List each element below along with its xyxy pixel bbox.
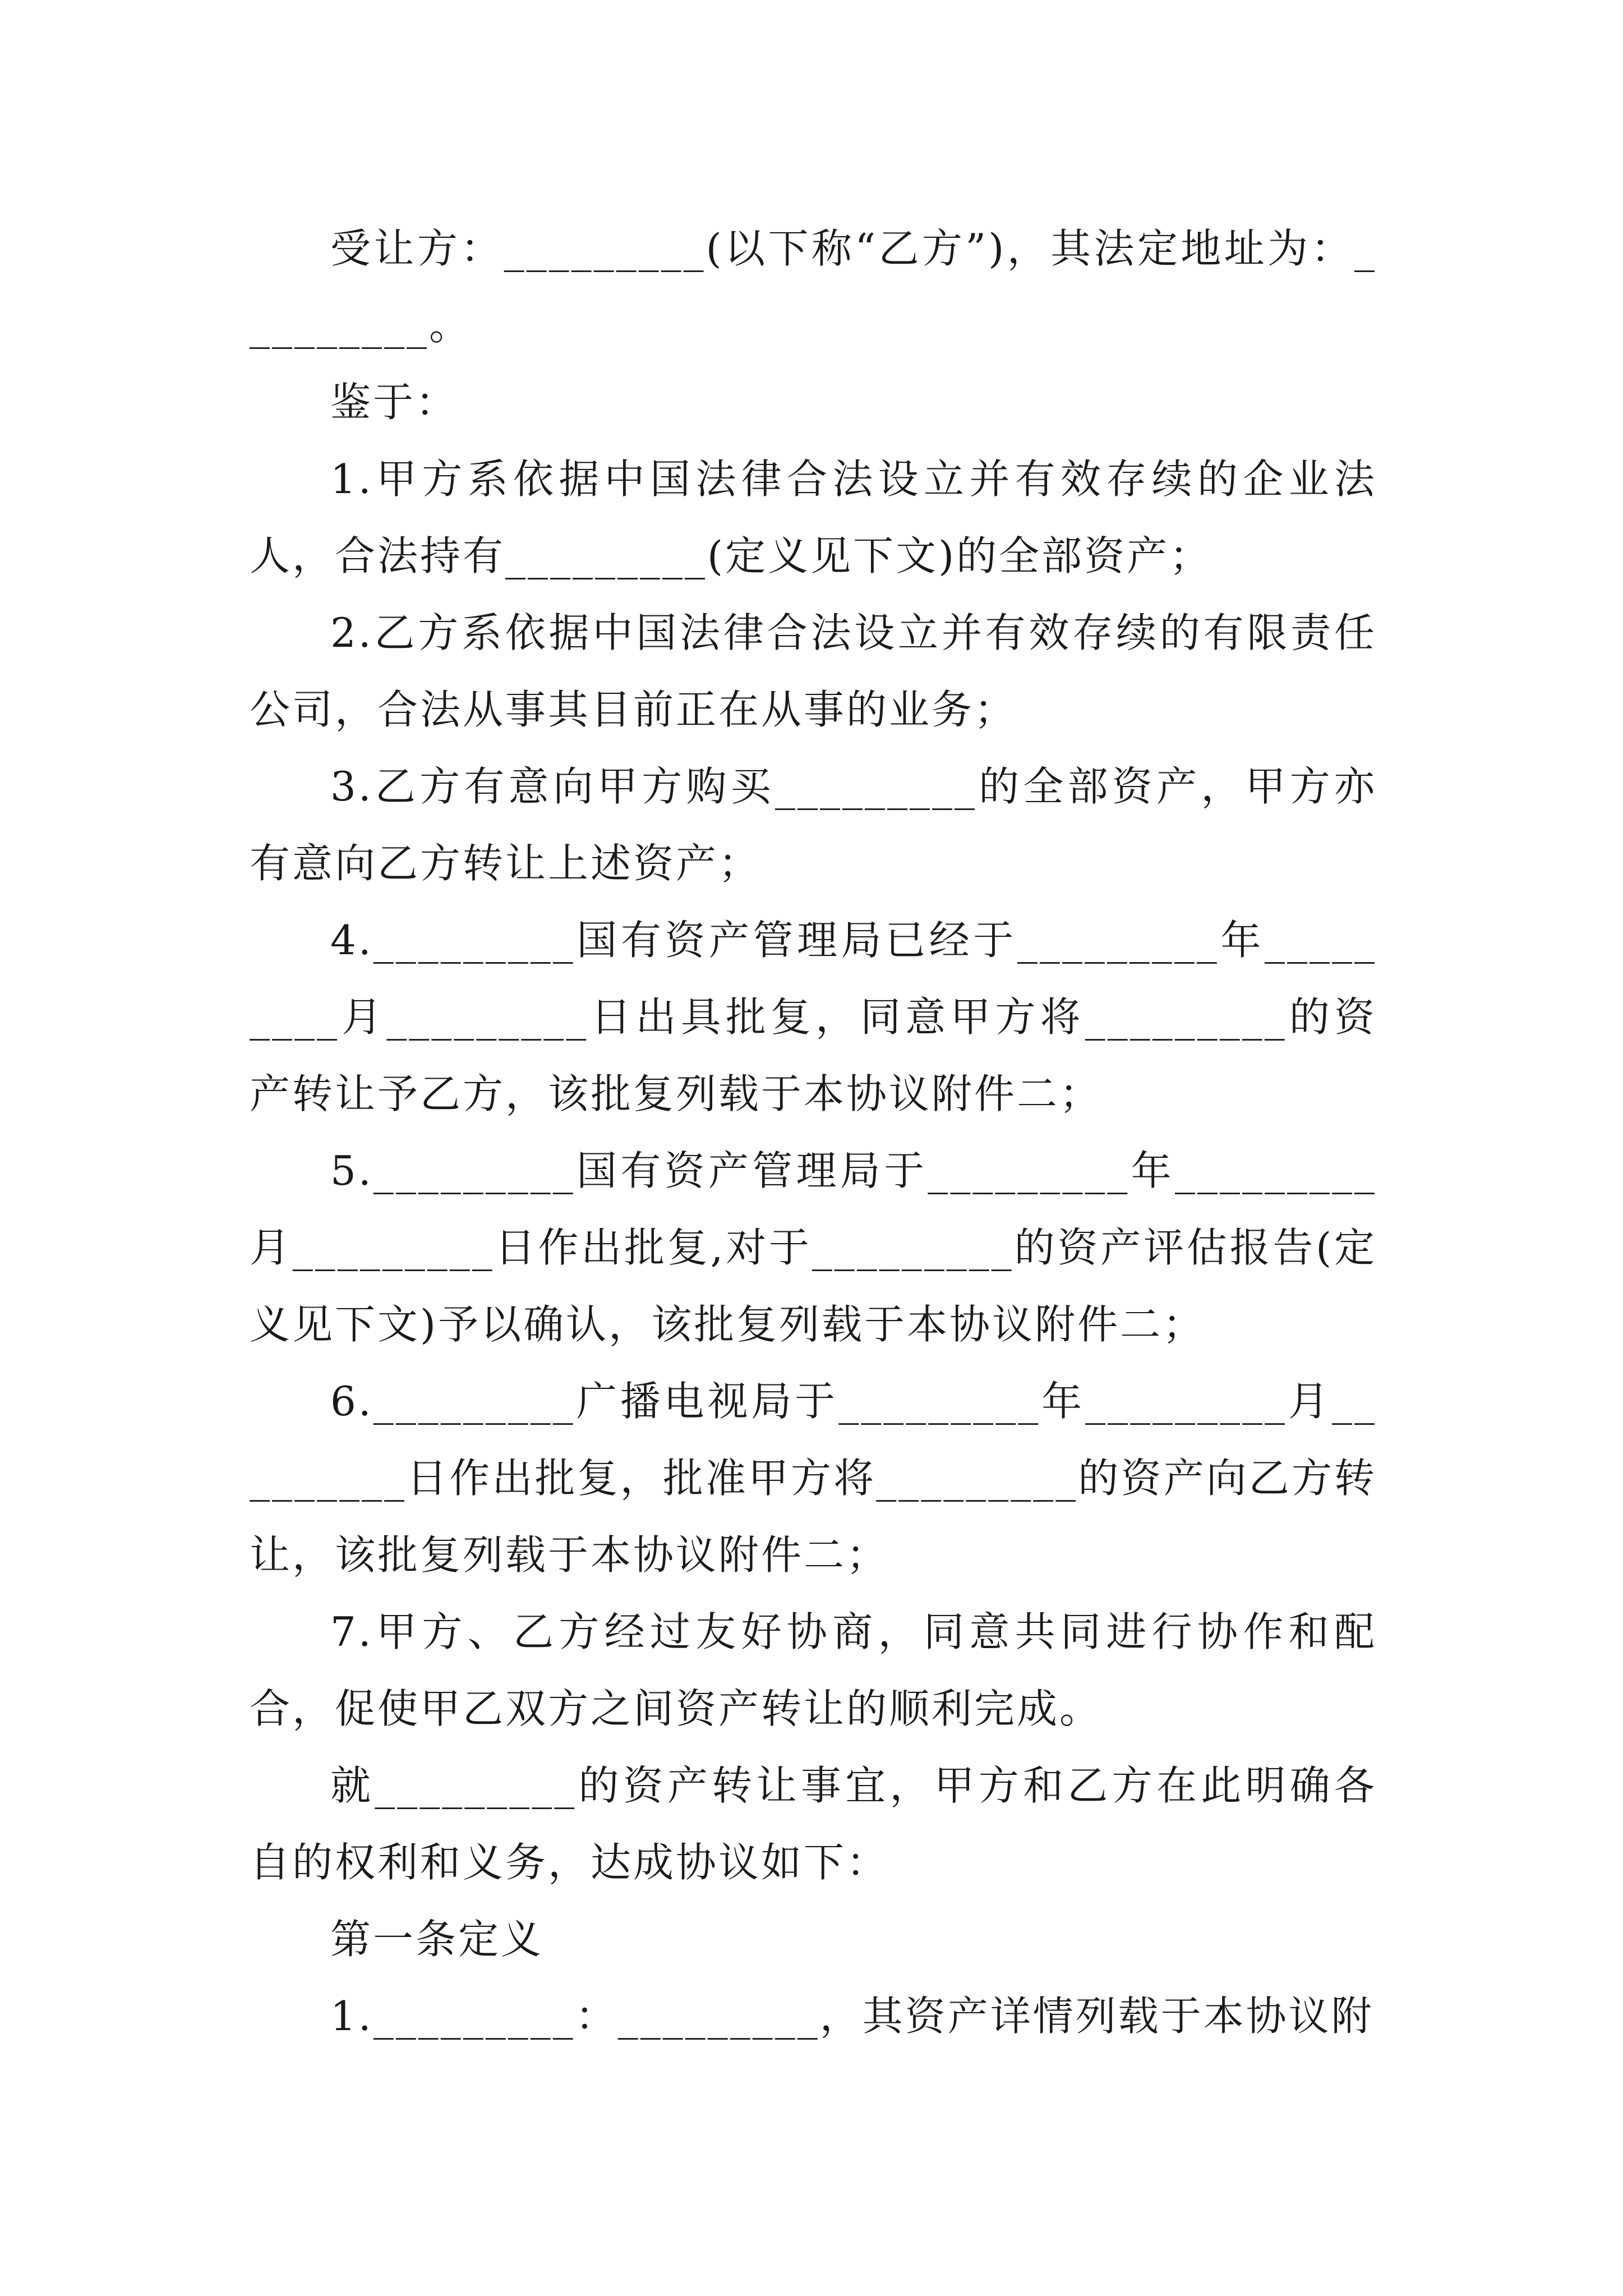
paragraph-agreement-intro: 就_________的资产转让事宜，甲方和乙方在此明确各自的权利和义务，达成协议如下：	[250, 1762, 1377, 1886]
paragraph-whereas: 鉴于：	[330, 379, 459, 426]
paragraph-recital-7: 7.甲方、乙方经过友好协商，同意共同进行协作和配合，促使甲乙双方之间资产转让的顺利完成。	[250, 1608, 1377, 1732]
paragraph-definition-1: 1._________：_________，其资产详情列载于本协议附	[330, 1993, 1374, 2040]
article-1-heading: 第一条定义	[330, 1916, 544, 1963]
paragraph-recital-6: 6._________广播电视局于_________年_________月_________日作出批复，批准甲方将_________的资产向乙方转让，该批复列载于本协议附件二；	[250, 1378, 1377, 1579]
paragraph-recital-2: 2.乙方系依据中国法律合法设立并有效存续的有限责任公司，合法从事其目前正在从事的业务；	[250, 609, 1377, 733]
paragraph-recital-1: 1.甲方系依据中国法律合法设立并有效存续的企业法人，合法持有_________(定义见下文)的全部资产；	[250, 455, 1377, 579]
paragraph-recital-4: 4._________国有资产管理局已经于_________年_________月_________日出具批复，同意甲方将_________的资产转让予乙方，该批复列载于本协议附件二；	[250, 917, 1377, 1117]
paragraph-recital-5: 5._________国有资产管理局于_________年_________月_________日作出批复,对于_________的资产评估报告(定义见下文)予以确认，该批复列载于本协议附件二；	[250, 1147, 1377, 1348]
document-body	[250, 210, 1377, 2055]
paragraph-recital-3: 3.乙方有意向甲方购买_________的全部资产，甲方亦有意向乙方转让上述资产；	[250, 763, 1377, 887]
paragraph-transferee: 受让方：_________(以下称“乙方”)，其法定地址为：_________。	[250, 225, 1377, 349]
